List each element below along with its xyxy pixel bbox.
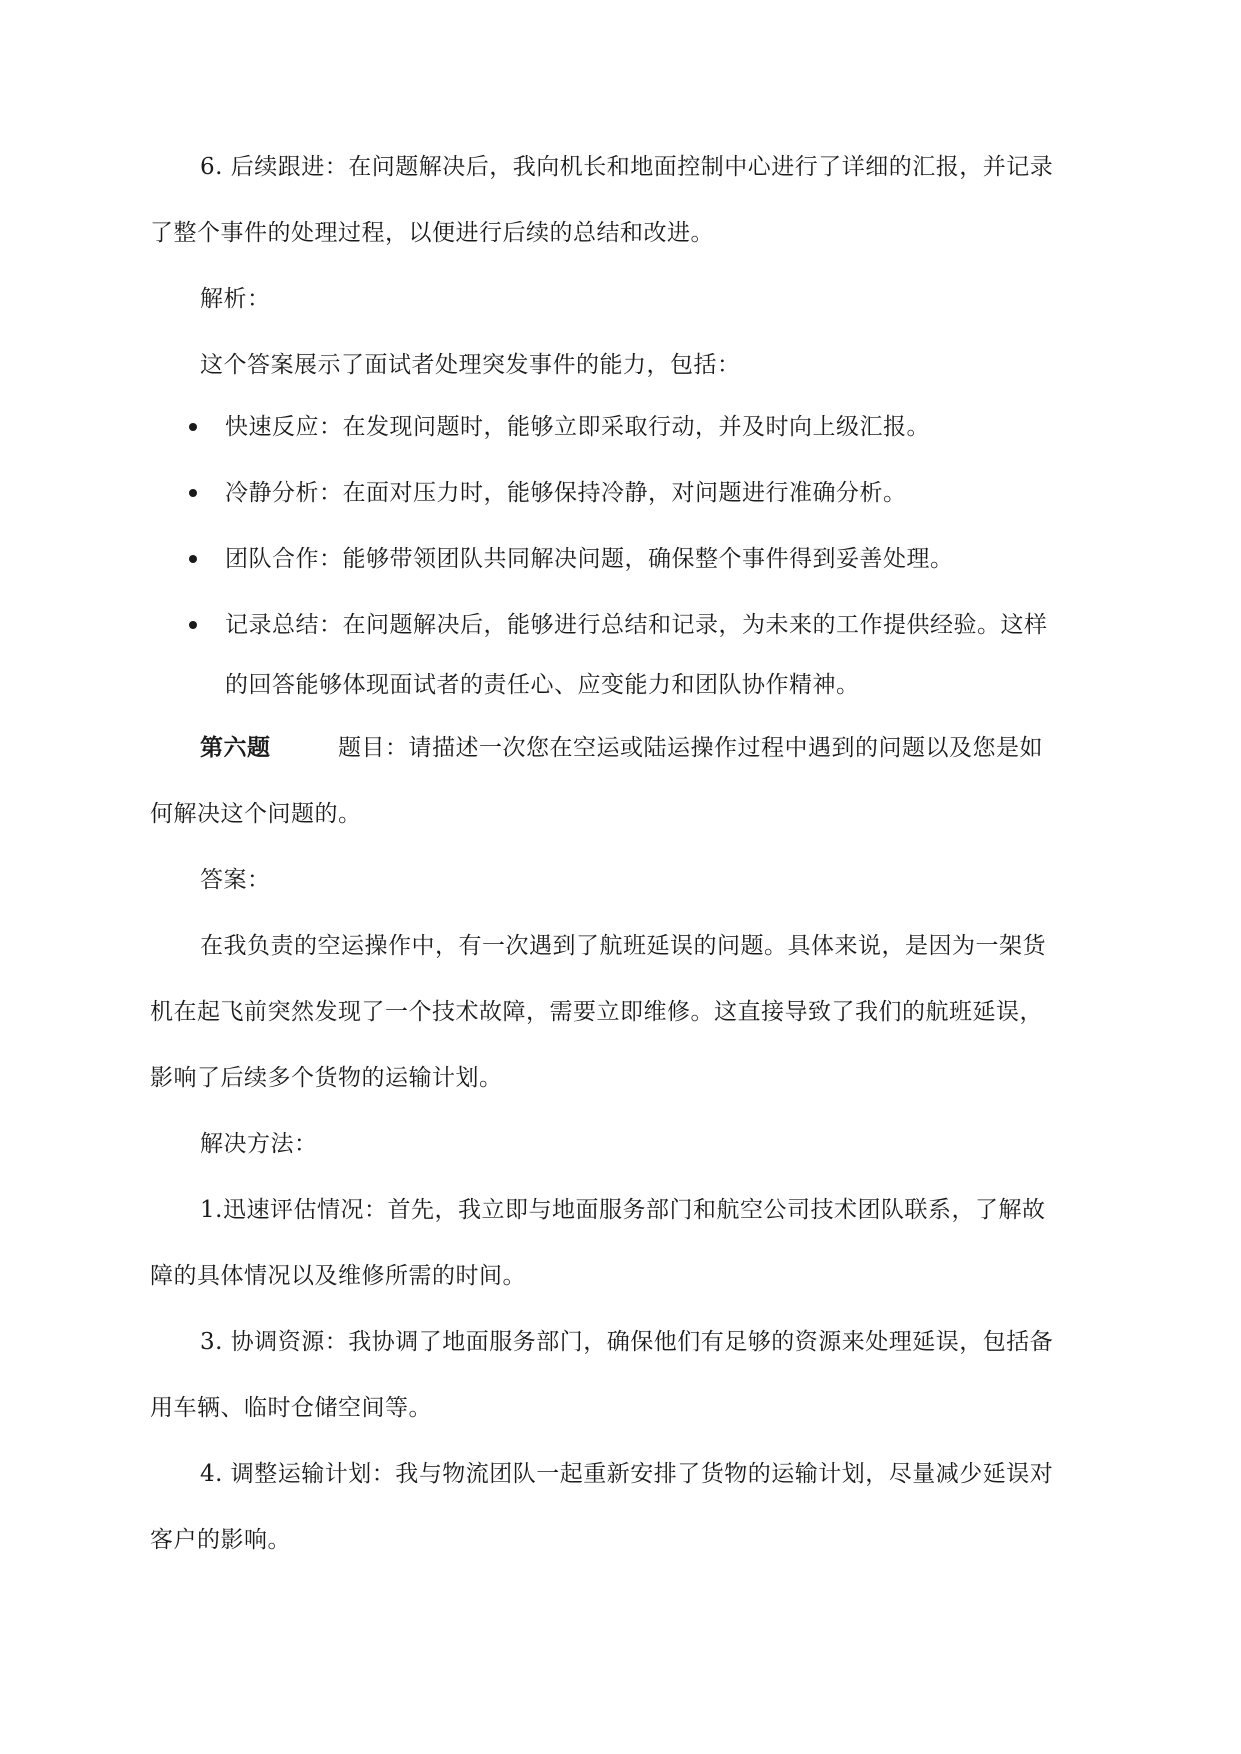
- bullet-item-1: 快速反应：在发现问题时，能够立即采取行动，并及时向上级汇报。: [225, 414, 930, 440]
- bullet-marker: [189, 621, 197, 629]
- step-3-line-2: 用车辆、临时仓储空间等。: [150, 1395, 432, 1421]
- question-6-line-2: 何解决这个问题的。: [150, 801, 362, 827]
- question-6-line-1: 题目：请描述一次您在空运或陆运操作过程中遇到的问题以及您是如: [338, 735, 1043, 761]
- answer-line-3: 影响了后续多个货物的运输计划。: [150, 1065, 503, 1091]
- followup-line-1: 6. 后续跟进：在问题解决后，我向机长和地面控制中心进行了详细的汇报，并记录: [200, 154, 1054, 180]
- step-1-line-1: 1.迅速评估情况：首先，我立即与地面服务部门和航空公司技术团队联系，了解故: [200, 1197, 1046, 1223]
- step-1-line-2: 障的具体情况以及维修所需的时间。: [150, 1263, 526, 1289]
- answer-label: 答案：: [200, 867, 271, 893]
- followup-line-2: 了整个事件的处理过程，以便进行后续的总结和改进。: [150, 220, 714, 246]
- answer-line-1: 在我负责的空运操作中，有一次遇到了航班延误的问题。具体来说，是因为一架货: [200, 933, 1046, 959]
- bullet-item-4-continued: 的回答能够体现面试者的责任心、应变能力和团队协作精神。: [225, 672, 860, 698]
- bullet-item-2: 冷静分析：在面对压力时，能够保持冷静，对问题进行准确分析。: [225, 480, 907, 506]
- bullet-marker: [189, 555, 197, 563]
- analysis-label: 解析：: [200, 286, 271, 312]
- bullet-item-3: 团队合作：能够带领团队共同解决问题，确保整个事件得到妥善处理。: [225, 546, 954, 572]
- step-4-line-2: 客户的影响。: [150, 1527, 291, 1553]
- answer-line-2: 机在起飞前突然发现了一个技术故障，需要立即维修。这直接导致了我们的航班延误，: [150, 999, 1043, 1025]
- question-6-label: 第六题: [200, 734, 271, 761]
- bullet-marker: [189, 489, 197, 497]
- bullet-marker: [189, 423, 197, 431]
- step-3-line-1: 3. 协调资源：我协调了地面服务部门，确保他们有足够的资源来处理延误，包括备: [200, 1329, 1054, 1355]
- solution-label: 解决方法：: [200, 1131, 318, 1157]
- step-4-line-1: 4. 调整运输计划：我与物流团队一起重新安排了货物的运输计划，尽量减少延误对: [200, 1461, 1054, 1487]
- bullet-item-4: 记录总结：在问题解决后，能够进行总结和记录，为未来的工作提供经验。这样: [225, 612, 1048, 638]
- analysis-intro: 这个答案展示了面试者处理突发事件的能力，包括：: [200, 352, 741, 378]
